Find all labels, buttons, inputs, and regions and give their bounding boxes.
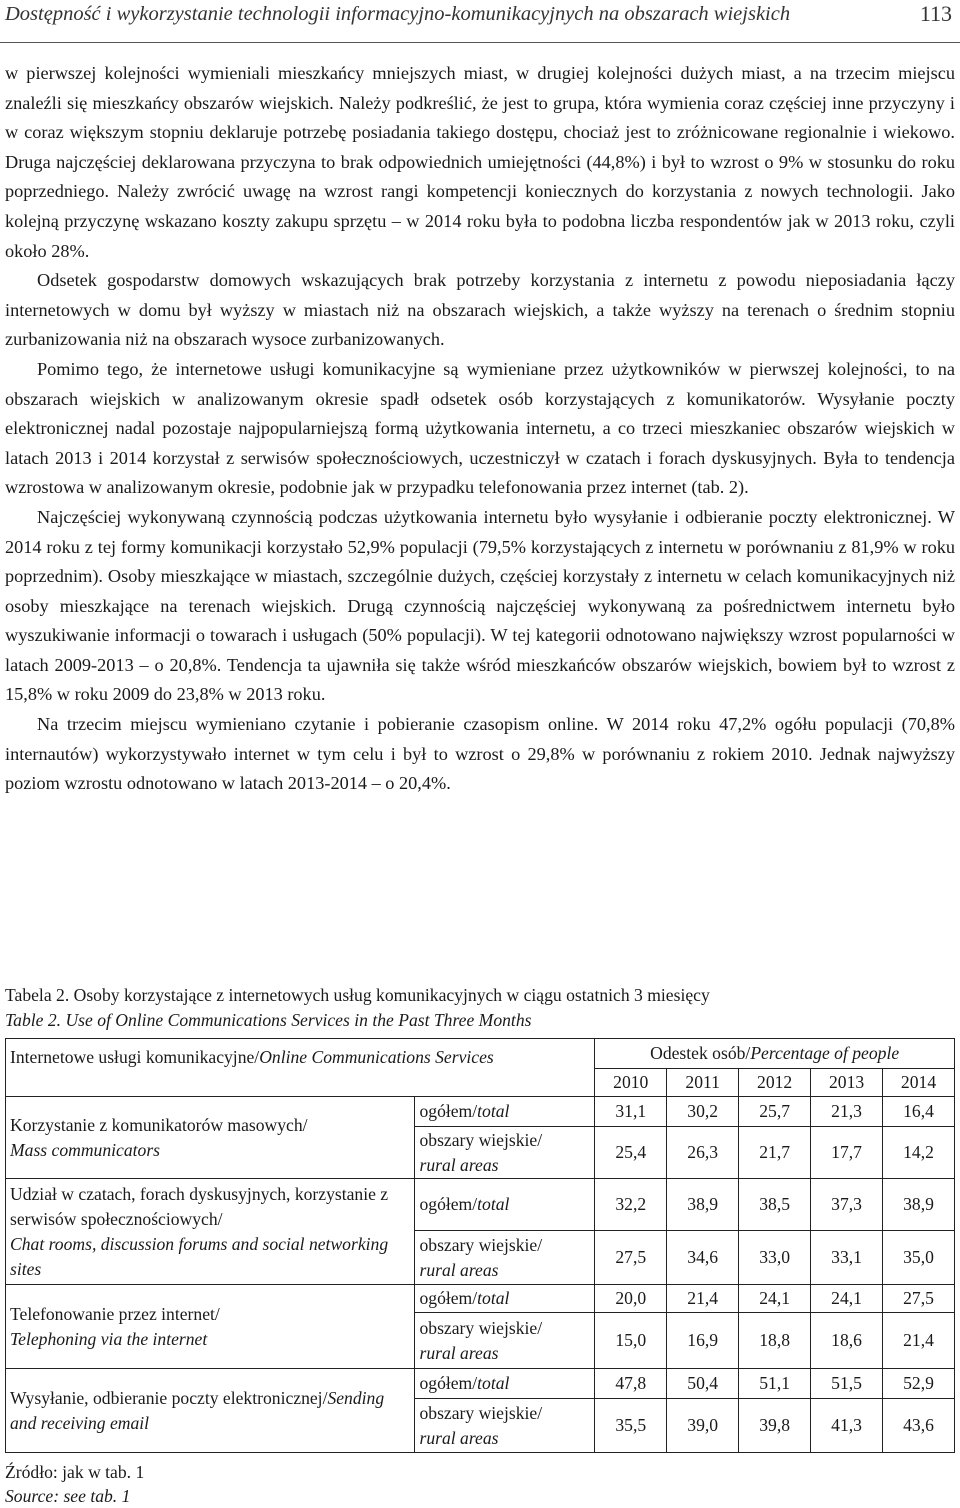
table-source — [5, 1460, 144, 1508]
group-rural: obszary wiejskie/ rural areas — [415, 1127, 595, 1179]
group-rural: obszary wiejskie/ rural areas — [415, 1231, 595, 1285]
row-label: Korzystanie z komunikatorów masowych/ Mass communicators — [6, 1097, 415, 1179]
table-cell: 21,7 — [739, 1127, 811, 1179]
table-row — [6, 1285, 955, 1313]
table-row — [6, 1369, 955, 1399]
row-label: Udział w czatach, forach dyskusyjnych, korzystanie z serwisów społecznościowych/ Chat rooms, discussion forums and social networking sites — [6, 1179, 415, 1285]
table-cell: 21,3 — [811, 1097, 883, 1127]
table-cell: 51,1 — [739, 1369, 811, 1399]
table-cell: 41,3 — [811, 1399, 883, 1453]
table-cell: 35,5 — [595, 1399, 667, 1453]
table-cell: 16,4 — [883, 1097, 955, 1127]
page-number: 113 — [919, 1, 952, 26]
table-cell: 39,8 — [739, 1399, 811, 1453]
year-header: 2010 — [595, 1069, 667, 1097]
caption-en: Table 2. Use of Online Communications Services in the Past Three Months — [5, 1010, 532, 1030]
table-cell: 39,0 — [667, 1399, 739, 1453]
table-cell: 37,3 — [811, 1179, 883, 1231]
table-row — [6, 1179, 955, 1231]
group-rural: obszary wiejskie/ rural areas — [415, 1399, 595, 1453]
table-cell: 38,9 — [667, 1179, 739, 1231]
row-label: Wysyłanie, odbieranie poczty elektronicznej/Sending and receiving email — [6, 1369, 415, 1453]
table-cell: 25,7 — [739, 1097, 811, 1127]
table-cell: 25,4 — [595, 1127, 667, 1179]
data-table — [5, 1038, 955, 1453]
table-cell: 14,2 — [883, 1127, 955, 1179]
table-cell: 30,2 — [667, 1097, 739, 1127]
group-total: ogółem/total — [415, 1097, 595, 1127]
table-cell: 27,5 — [595, 1231, 667, 1285]
table-header-row — [6, 1039, 955, 1069]
source-pl: Źródło: jak w tab. 1 — [5, 1462, 145, 1482]
table-cell: 20,0 — [595, 1285, 667, 1313]
table-cell: 33,1 — [811, 1231, 883, 1285]
header-rule — [0, 42, 960, 43]
table-cell: 34,6 — [667, 1231, 739, 1285]
body-text — [5, 59, 955, 799]
page-header — [0, 0, 960, 50]
source-en: Source: see tab. 1 — [5, 1486, 131, 1506]
paragraph: w pierwszej kolejności wymieniali mieszkańcy mniejszych miast, w drugiej kolejności dużych miast, a na trzecim miejscu znaleźli się mieszkańcy obszarów wiejskich. Należy podkreślić, że jest to grupa, która wymienia coraz częściej inne przyczyny i w coraz większym stopniu deklaruje potrzebę posiadania takiego dostępu, chociaż jest to zróżnicowane regionalnie i wiekowo. Druga najczęściej deklarowana przyczyna to brak odpowiednich umiejętności (44,8%) i był to wzrost o 9% w stosunku do roku poprzedniego. Należy zwrócić uwagę na wzrost rangi kompetencji koniecznych do korzystania z nowych technologii. Jako kolejną przyczynę wskazano koszty zakupu sprzętu – w 2014 roku była to podobna liczba respondentów jak w 2013 roku, czyli około 28%. — [5, 63, 955, 261]
header-services: Internetowe usługi komunikacyjne/Online Communications Services — [6, 1039, 595, 1097]
table-cell: 24,1 — [739, 1285, 811, 1313]
header-percentage: Odestek osób/Percentage of people — [595, 1039, 955, 1069]
table-cell: 16,9 — [667, 1313, 739, 1369]
table-cell: 26,3 — [667, 1127, 739, 1179]
year-header: 2013 — [811, 1069, 883, 1097]
caption-pl: Tabela 2. Osoby korzystające z internetowych usług komunikacyjnych w ciągu ostatnich 3 miesięcy — [5, 985, 710, 1005]
year-header: 2014 — [883, 1069, 955, 1097]
table-cell: 47,8 — [595, 1369, 667, 1399]
group-total: ogółem/total — [415, 1285, 595, 1313]
year-header: 2012 — [739, 1069, 811, 1097]
table-cell: 43,6 — [883, 1399, 955, 1453]
paragraph: Odsetek gospodarstw domowych wskazujących brak potrzeby korzystania z internetu z powodu nieposiadania łączy internetowych w domu był wyższy w miastach niż na obszarach wiejskich, a także wyższy na terenach o średnim stopniu zurbanizowania niż na obszarach wysoce zurbanizowanych. — [5, 270, 955, 350]
paragraph: Na trzecim miejscu wymieniano czytanie i pobieranie czasopism online. W 2014 roku 47,2% ogółu populacji (70,8% internautów) wykorzystywało internet w tym celu i był to wzrost o 29,8% w porównaniu z rokiem 2010. Jednak najwyższy poziom wzrostu odnotowano w latach 2013-2014 – o 20,4%. — [5, 714, 955, 794]
group-total: ogółem/total — [415, 1369, 595, 1399]
running-title: Dostępność i wykorzystanie technologii informacyjno-komunikacyjnych na obszarach wiejskich — [5, 3, 791, 25]
table-cell: 21,4 — [667, 1285, 739, 1313]
table-cell: 18,6 — [811, 1313, 883, 1369]
table-cell: 27,5 — [883, 1285, 955, 1313]
table-cell: 33,0 — [739, 1231, 811, 1285]
paragraph: Pomimo tego, że internetowe usługi komunikacyjne są wymieniane przez użytkowników w pierwszej kolejności, to na obszarach wiejskich w analizowanym okresie spadł odsetek osób korzystających z komunikatorów. Wysyłanie poczty elektronicznej nadal pozostaje najpopularniejszą formą użytkowania internetu, a co trzeci mieszkaniec obszarów wiejskich w latach 2013 i 2014 korzystał z serwisów społecznościowych, uczestniczył w czatach i forach dyskusyjnych. Była to tendencja wzrostowa w analizowanym okresie, podobnie jak w przypadku telefonowania przez internet (tab. 2). — [5, 358, 955, 498]
row-label: Telefonowanie przez internet/ Telephoning via the internet — [6, 1285, 415, 1369]
table-cell: 32,2 — [595, 1179, 667, 1231]
table-cell: 24,1 — [811, 1285, 883, 1313]
table-cell: 17,7 — [811, 1127, 883, 1179]
table-caption — [5, 983, 955, 1033]
year-header: 2011 — [667, 1069, 739, 1097]
table-cell: 31,1 — [595, 1097, 667, 1127]
group-rural: obszary wiejskie/ rural areas — [415, 1313, 595, 1369]
table-cell: 50,4 — [667, 1369, 739, 1399]
table-cell: 18,8 — [739, 1313, 811, 1369]
table-cell: 35,0 — [883, 1231, 955, 1285]
table-cell: 51,5 — [811, 1369, 883, 1399]
table-row — [6, 1097, 955, 1127]
group-total: ogółem/total — [415, 1179, 595, 1231]
paragraph: Najczęściej wykonywaną czynnością podczas użytkowania internetu było wysyłanie i odbieranie poczty elektronicznej. W 2014 roku z tej formy komunikacji korzystało 52,9% populacji (79,5% korzystających z internetu w porównaniu z 81,9% w roku poprzednim). Osoby mieszkające w miastach, szczególnie dużych, częściej korzystały z internetu w celach komunikacyjnych niż osoby mieszkające na terenach wiejskich. Drugą czynnością najczęściej wykonywaną za pośrednictwem internetu było wyszukiwanie informacji o towarach i usługach (50% populacji). W tej kategorii odnotowano największy wzrost popularności w latach 2009-2013 – o 20,8%. Tendencja ta ujawniła się także wśród mieszkańców obszarów wiejskich, bowiem był to wzrost z 15,8% w roku 2009 do 23,8% w 2013 roku. — [5, 506, 955, 705]
table-cell: 21,4 — [883, 1313, 955, 1369]
table-cell: 38,9 — [883, 1179, 955, 1231]
table-cell: 15,0 — [595, 1313, 667, 1369]
table-cell: 38,5 — [739, 1179, 811, 1231]
table-cell: 52,9 — [883, 1369, 955, 1399]
